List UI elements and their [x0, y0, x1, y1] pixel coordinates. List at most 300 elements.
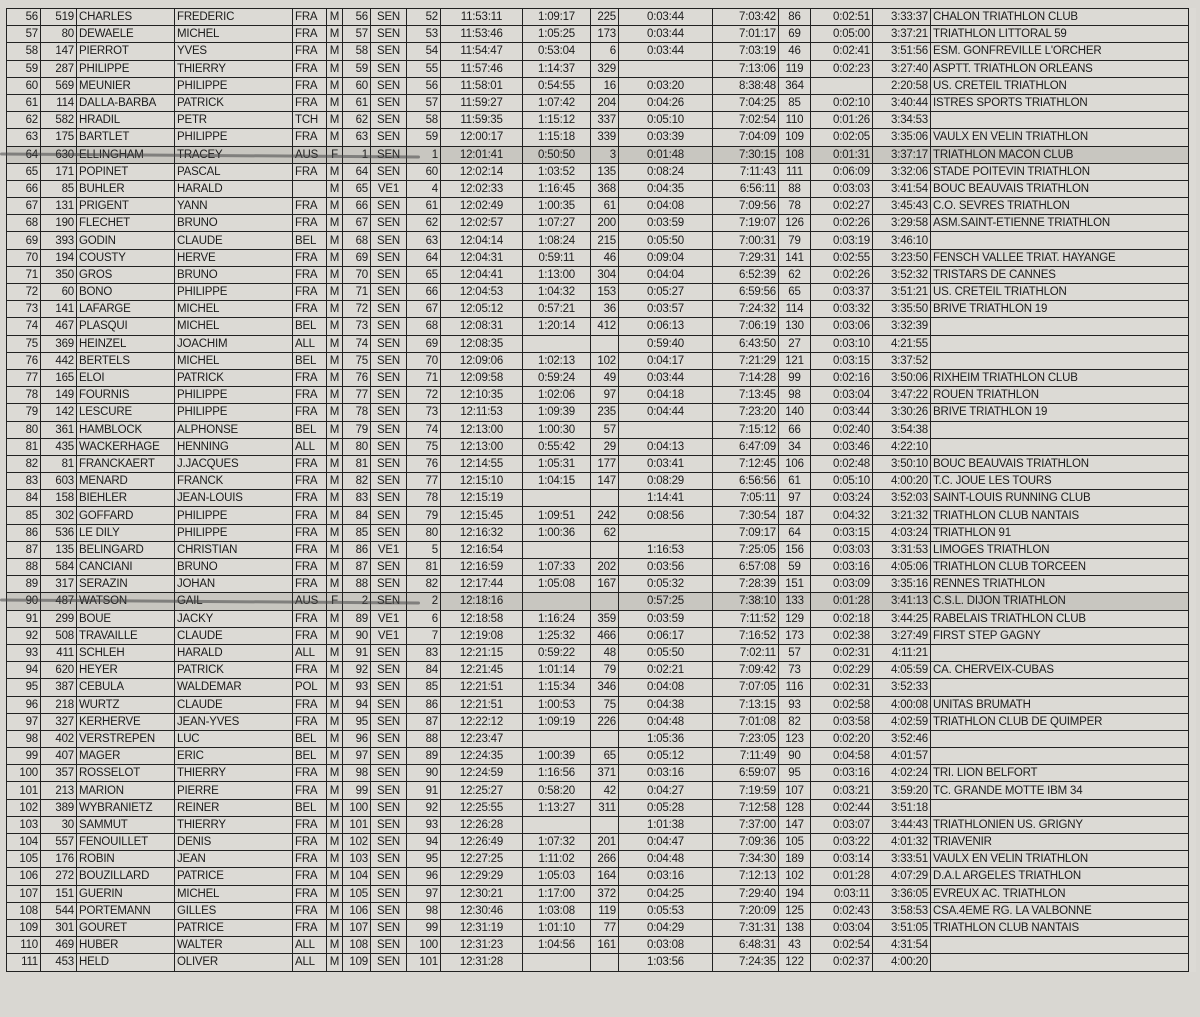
cell-category: VE1 [371, 627, 407, 644]
cell-country: ALL [293, 937, 327, 954]
cell-club: BOUC BEAUVAIS TRIATHLON [931, 180, 1189, 197]
cell-country: FRA [293, 524, 327, 541]
cell-category-rank: 72 [407, 387, 441, 404]
cell-transition-1: 0:04:04 [619, 266, 713, 283]
cell-bib: 299 [41, 610, 77, 627]
cell-last-name: WACKERHAGE [77, 438, 175, 455]
cell-transition-2: 0:02:31 [811, 679, 873, 696]
cell-transition-2: 0:02:44 [811, 799, 873, 816]
cell-transition-1: 0:05:10 [619, 112, 713, 129]
cell-swim-time: 0:59:24 [523, 369, 591, 386]
cell-swim-rank: 337 [591, 112, 619, 129]
cell-country: FRA [293, 919, 327, 936]
cell-sex: M [327, 679, 343, 696]
cell-bike-rank: 34 [779, 438, 811, 455]
cell-transition-1: 0:05:50 [619, 644, 713, 661]
cell-place: 92 [7, 627, 41, 644]
cell-place: 110 [7, 937, 41, 954]
cell-category-rank: 101 [407, 954, 441, 971]
cell-bib: 147 [41, 43, 77, 60]
cell-place: 83 [7, 473, 41, 490]
cell-swim-rank: 225 [591, 9, 619, 26]
cell-total-time: 11:59:27 [441, 94, 523, 111]
cell-transition-2: 0:03:14 [811, 851, 873, 868]
cell-bike-rank: 121 [779, 352, 811, 369]
cell-transition-1: 0:03:44 [619, 43, 713, 60]
cell-place: 58 [7, 43, 41, 60]
cell-category: SEN [371, 455, 407, 472]
cell-country: FRA [293, 60, 327, 77]
cell-swim-time [523, 730, 591, 747]
cell-sex-rank: 93 [343, 679, 371, 696]
cell-total-time: 12:21:51 [441, 696, 523, 713]
cell-bike-rank: 111 [779, 163, 811, 180]
cell-category: SEN [371, 112, 407, 129]
cell-bib: 131 [41, 198, 77, 215]
cell-sex-rank: 85 [343, 524, 371, 541]
cell-bike-time: 7:28:39 [713, 576, 779, 593]
cell-run-time: 3:27:49 [873, 627, 931, 644]
cell-swim-rank [591, 541, 619, 558]
cell-swim-time: 1:04:15 [523, 473, 591, 490]
cell-last-name: WYBRANIETZ [77, 799, 175, 816]
cell-place: 59 [7, 60, 41, 77]
cell-run-time: 3:52:46 [873, 730, 931, 747]
cell-sex-rank: 107 [343, 919, 371, 936]
table-row [7, 610, 1189, 627]
cell-place: 70 [7, 249, 41, 266]
cell-last-name: WURTZ [77, 696, 175, 713]
cell-sex-rank: 72 [343, 301, 371, 318]
cell-bib: 158 [41, 490, 77, 507]
cell-transition-1: 0:04:48 [619, 713, 713, 730]
table-row [7, 662, 1189, 679]
cell-sex-rank: 101 [343, 816, 371, 833]
cell-bike-time: 7:16:52 [713, 627, 779, 644]
cell-transition-1: 0:04:25 [619, 885, 713, 902]
cell-bike-rank: 141 [779, 249, 811, 266]
cell-first-name: JOACHIM [175, 335, 293, 352]
cell-place: 100 [7, 765, 41, 782]
cell-total-time: 12:02:14 [441, 163, 523, 180]
cell-run-time: 3:52:03 [873, 490, 931, 507]
cell-category-rank: 7 [407, 627, 441, 644]
table-row [7, 490, 1189, 507]
cell-bike-rank: 98 [779, 387, 811, 404]
cell-transition-1: 0:06:17 [619, 627, 713, 644]
cell-club [931, 748, 1189, 765]
cell-club: CA. CHERVEIX-CUBAS [931, 662, 1189, 679]
cell-club: D.A.L ARGELES TRIATHLON [931, 868, 1189, 885]
cell-first-name: REINER [175, 799, 293, 816]
cell-transition-1: 0:06:13 [619, 318, 713, 335]
cell-category-rank: 60 [407, 163, 441, 180]
cell-swim-time: 1:09:19 [523, 713, 591, 730]
cell-transition-2: 0:05:00 [811, 26, 873, 43]
cell-bike-time: 7:19:07 [713, 215, 779, 232]
cell-sex-rank: 91 [343, 644, 371, 661]
cell-bike-rank: 128 [779, 799, 811, 816]
cell-first-name: YVES [175, 43, 293, 60]
cell-sex-rank: 102 [343, 834, 371, 851]
cell-country: FRA [293, 77, 327, 94]
cell-transition-2: 0:03:16 [811, 559, 873, 576]
cell-sex-rank: 90 [343, 627, 371, 644]
cell-place: 95 [7, 679, 41, 696]
cell-category-rank: 66 [407, 284, 441, 301]
cell-run-time: 4:21:55 [873, 335, 931, 352]
cell-category-rank: 68 [407, 318, 441, 335]
cell-category: SEN [371, 662, 407, 679]
cell-category: SEN [371, 163, 407, 180]
cell-country: FRA [293, 868, 327, 885]
cell-transition-1: 0:04:26 [619, 94, 713, 111]
cell-total-time: 12:04:14 [441, 232, 523, 249]
cell-bike-rank: 133 [779, 593, 811, 610]
cell-transition-1: 0:04:08 [619, 198, 713, 215]
cell-run-time: 3:51:56 [873, 43, 931, 60]
cell-transition-2: 0:03:04 [811, 387, 873, 404]
cell-total-time: 11:58:01 [441, 77, 523, 94]
cell-run-time: 4:07:29 [873, 868, 931, 885]
cell-sex: M [327, 576, 343, 593]
cell-bike-rank: 194 [779, 885, 811, 902]
cell-bike-time: 7:11:52 [713, 610, 779, 627]
cell-bike-time: 7:02:11 [713, 644, 779, 661]
cell-place: 79 [7, 404, 41, 421]
cell-category-rank: 57 [407, 94, 441, 111]
cell-country: FRA [293, 902, 327, 919]
cell-category-rank: 93 [407, 816, 441, 833]
cell-last-name: PRIGENT [77, 198, 175, 215]
cell-first-name: CLAUDE [175, 696, 293, 713]
cell-transition-2: 0:02:23 [811, 60, 873, 77]
cell-country: ALL [293, 438, 327, 455]
cell-swim-rank: 339 [591, 129, 619, 146]
cell-transition-2: 0:03:58 [811, 713, 873, 730]
cell-club: LIMOGES TRIATHLON [931, 541, 1189, 558]
cell-last-name: BARTLET [77, 129, 175, 146]
cell-total-time: 12:31:23 [441, 937, 523, 954]
cell-total-time: 12:09:06 [441, 352, 523, 369]
cell-bike-time: 7:19:59 [713, 782, 779, 799]
cell-club: FENSCH VALLEE TRIAT. HAYANGE [931, 249, 1189, 266]
cell-club [931, 730, 1189, 747]
cell-swim-rank: 346 [591, 679, 619, 696]
cell-category-rank: 63 [407, 232, 441, 249]
cell-swim-time: 1:00:30 [523, 421, 591, 438]
cell-transition-2: 0:03:22 [811, 834, 873, 851]
cell-category: SEN [371, 335, 407, 352]
cell-sex-rank: 106 [343, 902, 371, 919]
table-row [7, 455, 1189, 472]
cell-swim-time: 1:00:35 [523, 198, 591, 215]
cell-sex-rank: 84 [343, 507, 371, 524]
cell-bike-time: 6:52:39 [713, 266, 779, 283]
cell-transition-2: 0:03:19 [811, 232, 873, 249]
cell-swim-rank: 57 [591, 421, 619, 438]
cell-category-rank: 86 [407, 696, 441, 713]
cell-place: 106 [7, 868, 41, 885]
cell-sex: M [327, 352, 343, 369]
cell-sex: M [327, 524, 343, 541]
cell-sex-rank: 76 [343, 369, 371, 386]
cell-sex: M [327, 198, 343, 215]
cell-sex: M [327, 232, 343, 249]
cell-run-time: 4:00:20 [873, 954, 931, 971]
cell-category-rank: 92 [407, 799, 441, 816]
cell-sex-rank: 83 [343, 490, 371, 507]
cell-transition-2: 0:03:46 [811, 438, 873, 455]
cell-country: FRA [293, 404, 327, 421]
table-row [7, 868, 1189, 885]
cell-place: 77 [7, 369, 41, 386]
table-row [7, 249, 1189, 266]
cell-swim-rank: 135 [591, 163, 619, 180]
cell-run-time: 3:44:43 [873, 816, 931, 833]
cell-sex-rank: 57 [343, 26, 371, 43]
cell-club: BRIVE TRIATHLON 19 [931, 404, 1189, 421]
cell-first-name: BRUNO [175, 559, 293, 576]
cell-category: SEN [371, 9, 407, 26]
cell-category: SEN [371, 851, 407, 868]
cell-transition-2: 0:01:28 [811, 868, 873, 885]
cell-sex-rank: 56 [343, 9, 371, 26]
cell-club: SAINT-LOUIS RUNNING CLUB [931, 490, 1189, 507]
cell-bib: 569 [41, 77, 77, 94]
table-row [7, 834, 1189, 851]
table-row [7, 421, 1189, 438]
cell-total-time: 12:15:19 [441, 490, 523, 507]
cell-category-rank: 58 [407, 112, 441, 129]
cell-bib: 469 [41, 937, 77, 954]
cell-bib: 467 [41, 318, 77, 335]
cell-last-name: FOURNIS [77, 387, 175, 404]
cell-bike-time: 7:03:42 [713, 9, 779, 26]
cell-total-time: 12:24:35 [441, 748, 523, 765]
cell-bike-time: 7:38:10 [713, 593, 779, 610]
cell-swim-time: 1:05:25 [523, 26, 591, 43]
cell-swim-rank [591, 335, 619, 352]
cell-category-rank: 70 [407, 352, 441, 369]
cell-bike-rank: 105 [779, 834, 811, 851]
cell-sex-rank: 87 [343, 559, 371, 576]
cell-first-name: PETR [175, 112, 293, 129]
cell-bike-time: 7:13:15 [713, 696, 779, 713]
cell-transition-2: 0:02:27 [811, 198, 873, 215]
cell-transition-2: 0:02:18 [811, 610, 873, 627]
cell-bike-time: 7:09:56 [713, 198, 779, 215]
cell-club [931, 679, 1189, 696]
cell-bib: 317 [41, 576, 77, 593]
cell-swim-time: 1:15:18 [523, 129, 591, 146]
cell-category: SEN [371, 129, 407, 146]
cell-swim-time [523, 593, 591, 610]
cell-place: 61 [7, 94, 41, 111]
cell-swim-time: 1:04:56 [523, 937, 591, 954]
cell-club [931, 335, 1189, 352]
cell-country: FRA [293, 9, 327, 26]
cell-bib: 453 [41, 954, 77, 971]
cell-sex: M [327, 954, 343, 971]
cell-country: FRA [293, 782, 327, 799]
cell-bike-time: 7:06:19 [713, 318, 779, 335]
cell-run-time: 4:03:24 [873, 524, 931, 541]
cell-swim-rank [591, 593, 619, 610]
cell-total-time: 12:16:59 [441, 559, 523, 576]
cell-bike-rank: 109 [779, 129, 811, 146]
cell-bib: 301 [41, 919, 77, 936]
cell-bike-rank: 43 [779, 937, 811, 954]
cell-country: FRA [293, 301, 327, 318]
cell-transition-2: 0:02:37 [811, 954, 873, 971]
cell-last-name: LESCURE [77, 404, 175, 421]
cell-swim-time: 1:11:02 [523, 851, 591, 868]
cell-category: SEN [371, 576, 407, 593]
cell-category: SEN [371, 954, 407, 971]
cell-category-rank: 62 [407, 215, 441, 232]
cell-transition-1 [619, 421, 713, 438]
cell-first-name: JEAN-YVES [175, 713, 293, 730]
cell-bib: 557 [41, 834, 77, 851]
cell-bike-rank: 86 [779, 9, 811, 26]
cell-transition-2: 0:06:09 [811, 163, 873, 180]
cell-place: 108 [7, 902, 41, 919]
cell-run-time: 4:01:57 [873, 748, 931, 765]
cell-bike-rank: 138 [779, 919, 811, 936]
cell-first-name: MICHEL [175, 26, 293, 43]
table-row [7, 816, 1189, 833]
cell-bib: 369 [41, 335, 77, 352]
cell-category-rank: 54 [407, 43, 441, 60]
cell-category-rank: 75 [407, 438, 441, 455]
cell-bike-time: 7:04:25 [713, 94, 779, 111]
cell-swim-time: 1:01:14 [523, 662, 591, 679]
cell-place: 75 [7, 335, 41, 352]
cell-run-time: 3:37:52 [873, 352, 931, 369]
cell-place: 71 [7, 266, 41, 283]
cell-transition-1: 0:03:59 [619, 215, 713, 232]
cell-swim-time: 1:03:08 [523, 902, 591, 919]
cell-country: FRA [293, 129, 327, 146]
cell-country: FRA [293, 163, 327, 180]
cell-bike-rank: 46 [779, 43, 811, 60]
cell-category: VE1 [371, 180, 407, 197]
cell-transition-2: 0:02:43 [811, 902, 873, 919]
cell-sex: M [327, 455, 343, 472]
table-row [7, 730, 1189, 747]
cell-sex-rank: 58 [343, 43, 371, 60]
table-row [7, 765, 1189, 782]
cell-transition-1: 0:03:39 [619, 129, 713, 146]
cell-category: SEN [371, 60, 407, 77]
cell-place: 99 [7, 748, 41, 765]
cell-swim-time: 1:09:17 [523, 9, 591, 26]
cell-swim-time: 0:53:04 [523, 43, 591, 60]
cell-last-name: PORTEMANN [77, 902, 175, 919]
cell-bike-time: 7:12:58 [713, 799, 779, 816]
cell-bike-rank: 59 [779, 559, 811, 576]
cell-first-name: PATRICK [175, 94, 293, 111]
cell-sex-rank: 64 [343, 163, 371, 180]
cell-first-name: DENIS [175, 834, 293, 851]
cell-club [931, 799, 1189, 816]
cell-run-time: 3:30:26 [873, 404, 931, 421]
cell-club: RIXHEIM TRIATHLON CLUB [931, 369, 1189, 386]
cell-swim-rank: 204 [591, 94, 619, 111]
cell-bike-time: 7:12:13 [713, 868, 779, 885]
table-row [7, 919, 1189, 936]
cell-category: SEN [371, 284, 407, 301]
cell-country: BEL [293, 421, 327, 438]
cell-country: FRA [293, 816, 327, 833]
cell-place: 66 [7, 180, 41, 197]
cell-bike-time: 7:02:54 [713, 112, 779, 129]
cell-swim-rank: 242 [591, 507, 619, 524]
cell-country: BEL [293, 799, 327, 816]
cell-run-time: 3:46:10 [873, 232, 931, 249]
cell-sex-rank: 82 [343, 473, 371, 490]
cell-swim-rank: 102 [591, 352, 619, 369]
cell-category-rank: 97 [407, 885, 441, 902]
cell-transition-2: 0:03:16 [811, 765, 873, 782]
cell-last-name: BERTELS [77, 352, 175, 369]
cell-category-rank: 2 [407, 593, 441, 610]
table-row [7, 352, 1189, 369]
cell-swim-time: 1:16:24 [523, 610, 591, 627]
cell-category: SEN [371, 215, 407, 232]
cell-sex: M [327, 249, 343, 266]
cell-bib: 361 [41, 421, 77, 438]
cell-bike-time: 7:29:31 [713, 249, 779, 266]
cell-run-time: 3:33:37 [873, 9, 931, 26]
cell-bib: 30 [41, 816, 77, 833]
cell-first-name: MICHEL [175, 301, 293, 318]
cell-bike-time: 6:56:56 [713, 473, 779, 490]
cell-sex: M [327, 868, 343, 885]
cell-bike-rank: 119 [779, 60, 811, 77]
cell-bike-rank: 140 [779, 404, 811, 421]
cell-sex: M [327, 129, 343, 146]
cell-swim-time: 1:25:32 [523, 627, 591, 644]
cell-place: 72 [7, 284, 41, 301]
cell-swim-time: 1:09:51 [523, 507, 591, 524]
cell-first-name: J.JACQUES [175, 455, 293, 472]
cell-bib: 176 [41, 851, 77, 868]
cell-bib: 582 [41, 112, 77, 129]
cell-swim-rank: 16 [591, 77, 619, 94]
cell-club: TRISTARS DE CANNES [931, 266, 1189, 283]
table-row [7, 782, 1189, 799]
table-row [7, 232, 1189, 249]
cell-transition-2: 0:02:38 [811, 627, 873, 644]
table-row [7, 387, 1189, 404]
cell-swim-rank: 372 [591, 885, 619, 902]
cell-category-rank: 95 [407, 851, 441, 868]
cell-club: TRIATHLON CLUB TORCEEN [931, 559, 1189, 576]
cell-first-name: JOHAN [175, 576, 293, 593]
cell-place: 103 [7, 816, 41, 833]
cell-place: 62 [7, 112, 41, 129]
cell-first-name: HERVE [175, 249, 293, 266]
cell-last-name: BUHLER [77, 180, 175, 197]
cell-swim-rank: 412 [591, 318, 619, 335]
cell-category: SEN [371, 919, 407, 936]
cell-last-name: PLASQUI [77, 318, 175, 335]
table-row [7, 369, 1189, 386]
cell-bike-rank: 123 [779, 730, 811, 747]
cell-last-name: FENOUILLET [77, 834, 175, 851]
